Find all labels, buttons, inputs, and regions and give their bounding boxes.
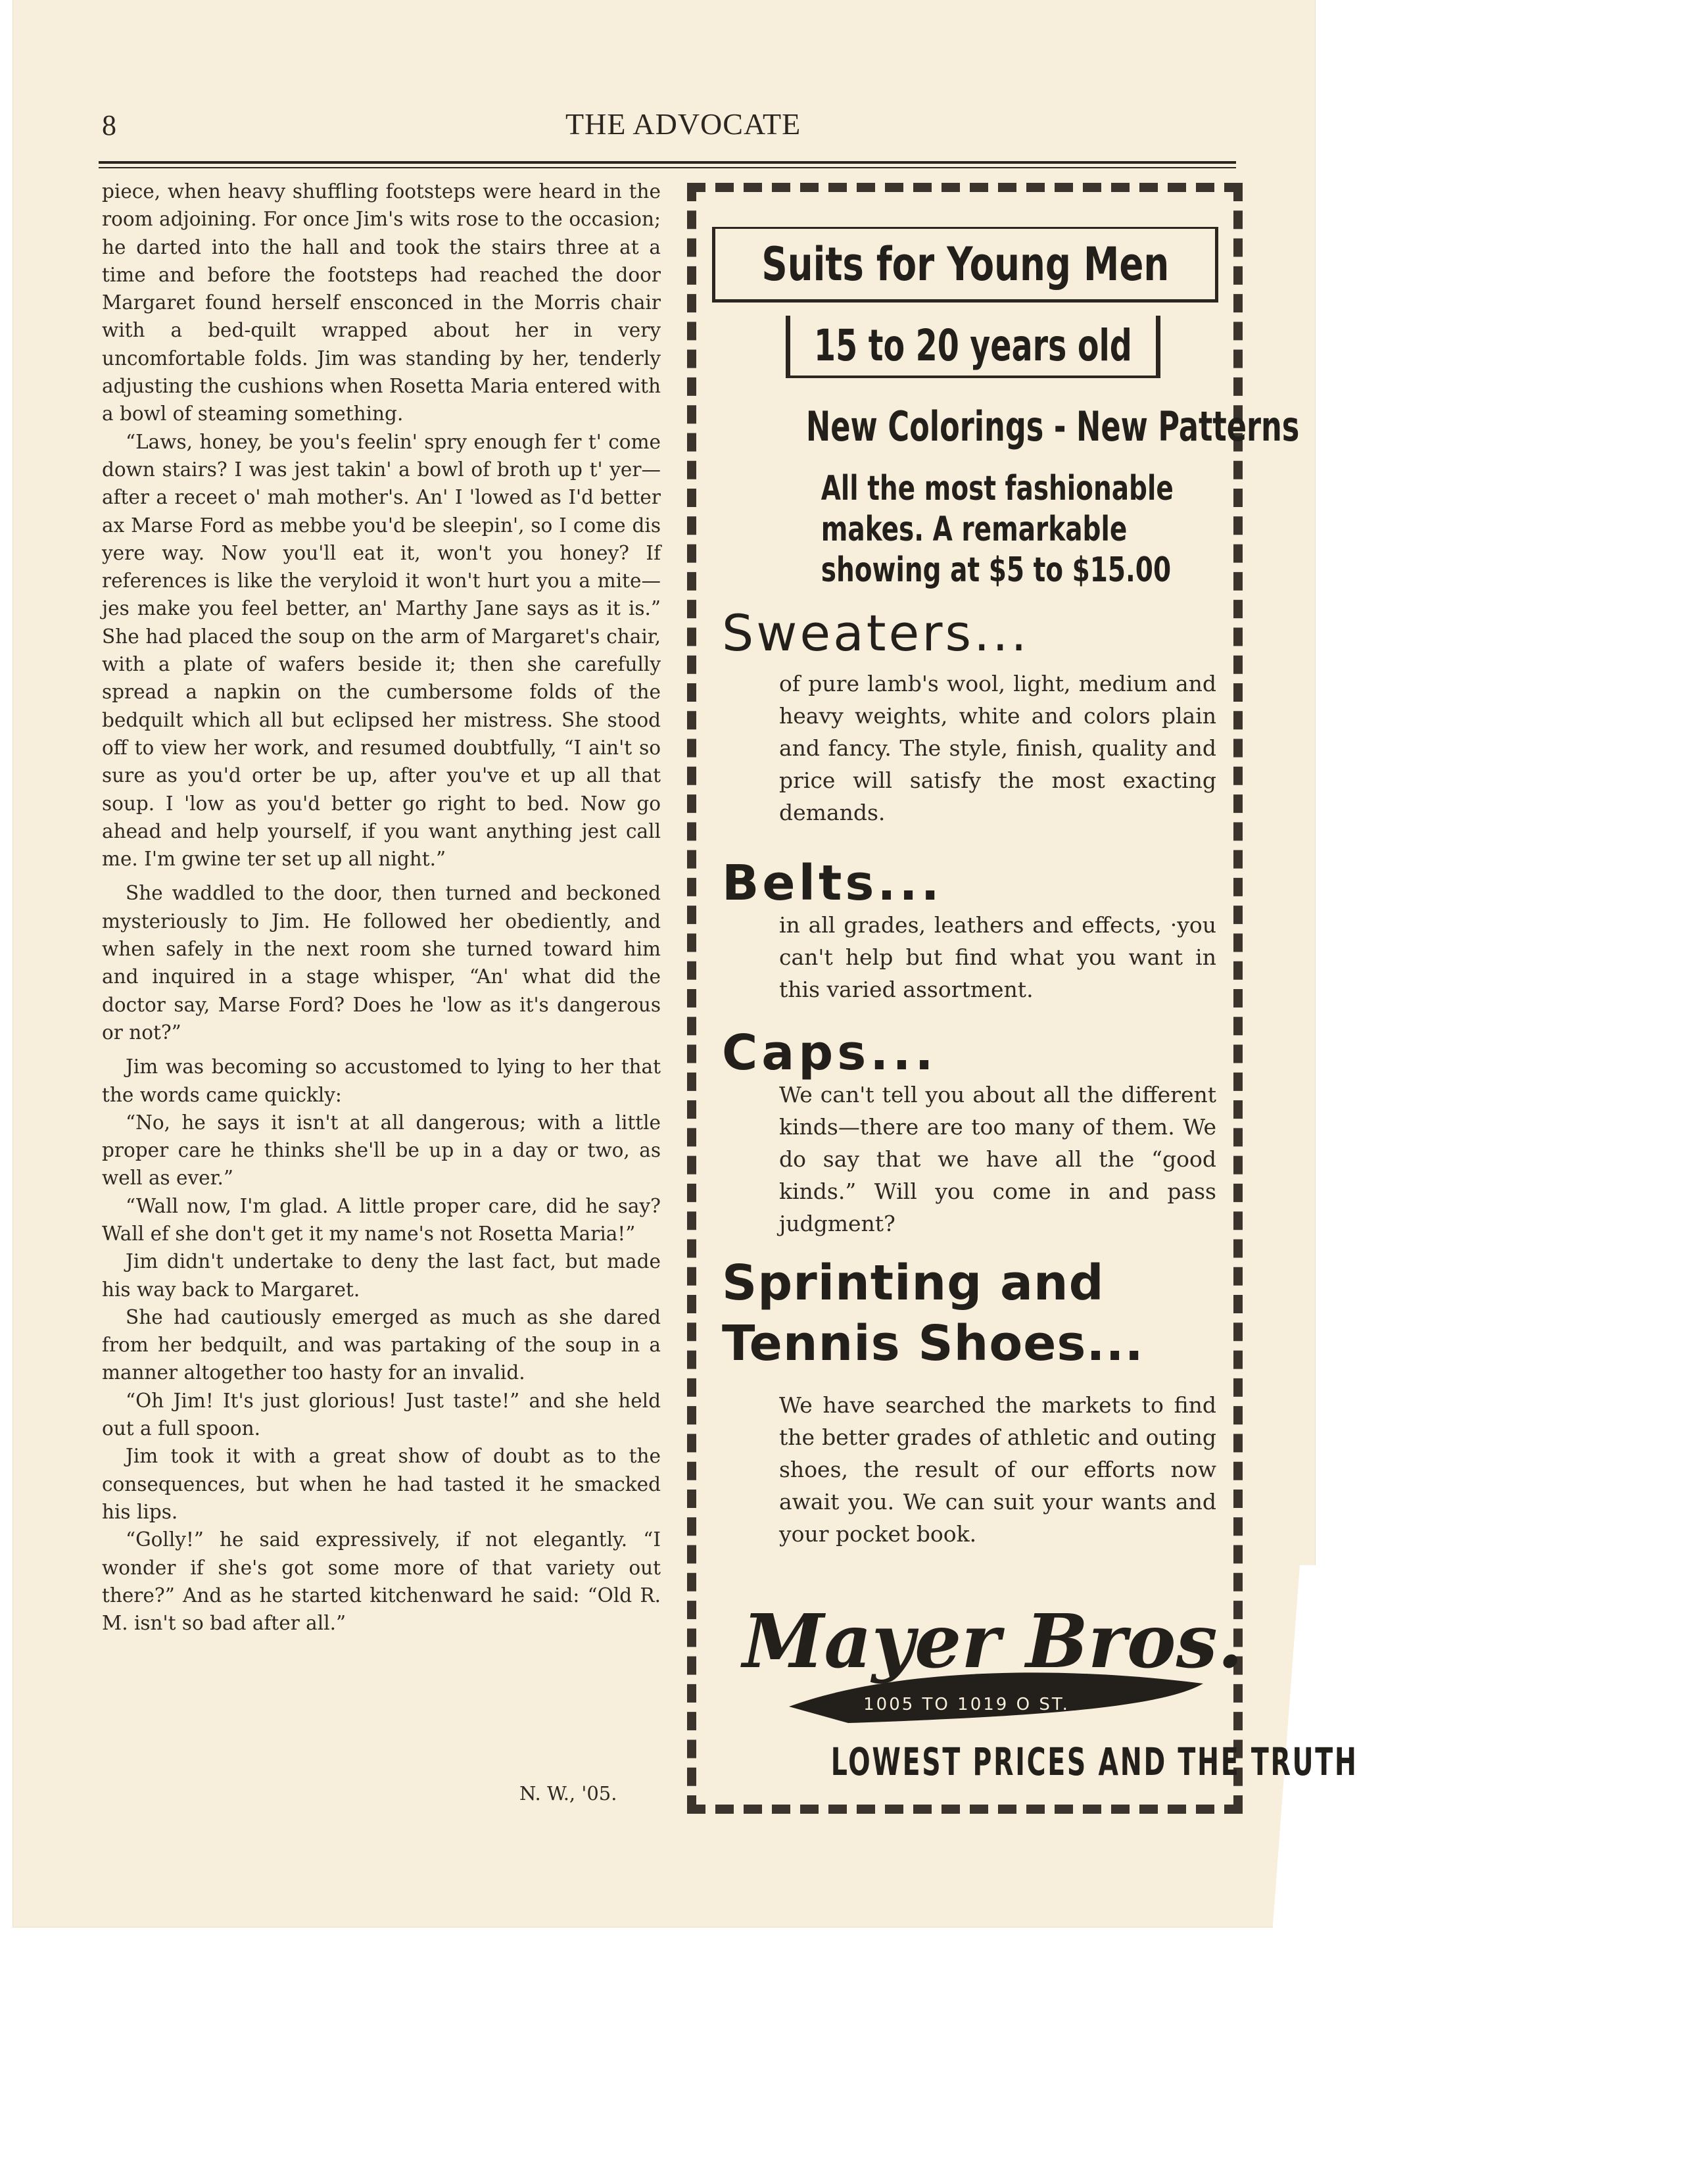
ad-age-box: [786, 316, 1160, 378]
ad-fashion-line: showing at $5 to $15.00: [821, 550, 1172, 590]
logo-script: Mayer Bros.: [742, 1599, 1243, 1685]
header-rule-thin: [99, 167, 1236, 168]
ad-title-box: [712, 227, 1218, 303]
running-head: THE ADVOCATE: [565, 107, 801, 141]
story-paragraph: “Laws, honey, be you's feelin' spry enough fer t' come down stairs? I was jest takin' a bowl of broth up t' yer—after a receet o' mah mother's. An' I 'lowed as I'd better ax Marse Ford as mebbe you'd be sleepin', so I come dis yere way. Now you'll eat it, won't you honey? If references is like the veryloid it won't hurt you a mite—jes make you feel better, an' Marthy Jane says as it is.” She had placed the soup on the arm of Margaret's chair, with a plate of wafers beside it; then she carefully spread a napkin on the cumbersome folds of the bedquilt which all but eclipsed her mistress. She stood off to view her work, and resumed doubtfully, “I ain't so sure as you'd orter be up, after you've et up all that soup. I 'low as you'd better go right to bed. Now go ahead and help yourself, if you want anything jest call me. I'm gwine ter set up all night.”: [102, 430, 661, 871]
story-paragraph: “Golly!” he said expressively, if not elegantly. “I wonder if she's got some more of that variety out there?” And as he started kitchenward he said: “Old R. M. isn't so bad after all.”: [102, 1528, 661, 1635]
logo-address: 1005 TO 1019 O ST.: [863, 1695, 1070, 1714]
story-paragraph: piece, when heavy shuffling footsteps were heard in the room adjoining. For once Jim's wits rose to the occasion; he darted into the hall and took the stairs three at a time and before the footsteps had reached the door Margaret found herself ensconced in the Morris chair with a bed-quilt wrapped about her in very uncomfortable folds. Jim was standing by her, tenderly adjusting the cushions when Rosetta Maria entered with a bowl of steaming something.: [102, 180, 661, 425]
ad-body-caps: We can't tell you about all the different kinds—there are too many of them. We do say that we have all the “good kinds.” Will you come in and pass judgment?: [779, 1082, 1216, 1236]
ad-tagline: [707, 1739, 1358, 1784]
ad-age-range: 15 to 20 years old: [814, 320, 1132, 371]
ad-heading-caps: Caps...: [722, 1025, 938, 1081]
story-paragraph: “No, he says it isn't at all dangerous; with a little proper care he thinks she'll be up in a day or two, as well as ever.”: [102, 1111, 661, 1190]
story-paragraph: “Oh Jim! It's just glorious! Just taste!” and she held out a full spoon.: [102, 1389, 661, 1440]
ad-body-shoes: We have searched the markets to find the better grades of athletic and outing shoes, the result of our efforts now await you. We can suit your wants and your pocket book.: [779, 1392, 1216, 1547]
ad-heading-sweaters: Sweaters...: [722, 604, 1030, 662]
story-signoff: N. W., '05.: [519, 1782, 617, 1805]
ad-body-belts: in all grades, leathers and effects, ·you can't help but find what you want in this varied assortment.: [779, 912, 1216, 1002]
ad-tagline-text: LOWEST PRICES AND THE TRUTH: [830, 1739, 1358, 1784]
story-paragraph: “Wall now, I'm glad. A little proper care, did he say? Wall ef she don't get it my name's not Rosetta Maria!”: [102, 1194, 661, 1245]
ad-fashion-line: makes. A remarkable: [821, 510, 1128, 549]
ad-body-sweaters: of pure lamb's wool, light, medium and heavy weights, white and colors plain and fancy. The style, finish, quality and price will satisfy the most exacting demands.: [779, 671, 1216, 825]
story-paragraph: She had cautiously emerged as much as she dared from her bedquilt, and was partaking of the soup in a manner altogether too hasty for an invalid.: [102, 1305, 661, 1384]
ad-colorings: [710, 402, 1300, 450]
story-paragraph: She waddled to the door, then turned and beckoned mysteriously to Jim. He followed her obediently, and when safely in the next room she turned toward him and inquired in a stage whisper, “An' what did the doctor say, Marse Ford? Does he 'low as it's dangerous or not?”: [102, 882, 661, 1044]
story-paragraph: Jim was becoming so accustomed to lying to her that the words came quickly:: [102, 1056, 661, 1106]
mayer-bros-logo: [742, 1591, 1243, 1730]
story-column: [102, 178, 661, 1637]
ad-title: Suits for Young Men: [761, 237, 1169, 291]
ad-heading-shoes: [722, 1253, 1144, 1374]
ad-heading-belts: Belts...: [722, 855, 943, 911]
story-paragraph: Jim took it with a great show of doubt as to the consequences, but when he had tasted it he smacked his lips.: [102, 1445, 661, 1523]
header-rule-thick: [99, 161, 1236, 164]
ad-heading-shoes-line2: Tennis Shoes...: [722, 1315, 1144, 1372]
story-paragraph: Jim didn't undertake to deny the last fact, but made his way back to Margaret.: [102, 1250, 661, 1301]
ad-heading-shoes-line1: Sprinting and: [722, 1255, 1105, 1311]
ad-colorings-text: New Colorings - New Patterns: [805, 402, 1300, 450]
ad-fashion-block: [776, 468, 1174, 591]
page-number: 8: [102, 109, 116, 141]
ad-fashion-line: All the most fashionable: [821, 469, 1174, 508]
